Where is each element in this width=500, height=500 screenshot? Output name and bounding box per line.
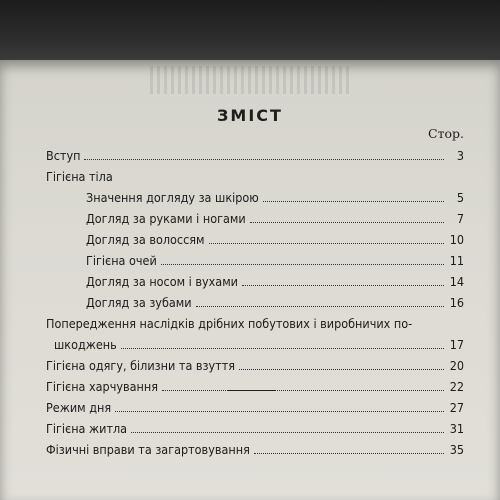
toc-entry-text: Догляд за волоссям <box>86 232 205 247</box>
toc-entry-text-continued: шкоджень <box>54 337 117 352</box>
toc-entry-text: Догляд за руками і ногами <box>86 211 246 226</box>
dot-leader <box>161 264 444 265</box>
dot-leader <box>121 348 444 349</box>
toc-entry-introduction <box>46 144 464 165</box>
toc-entry-housing-hygiene <box>46 417 464 438</box>
dot-leader <box>254 453 444 454</box>
dot-leader <box>250 222 444 223</box>
toc-entry-skin-care <box>46 186 464 207</box>
dot-leader <box>84 159 444 160</box>
dot-leader <box>239 369 444 370</box>
toc-entry-continuation <box>46 333 464 354</box>
dot-leader <box>263 201 444 202</box>
toc-entry-text: Фізичні вправи та загартовування <box>46 442 250 457</box>
toc-entry-daily-routine <box>46 396 464 417</box>
dot-leader <box>242 285 444 286</box>
toc-entry-body-hygiene <box>46 165 464 186</box>
dot-leader <box>115 411 444 412</box>
toc-entry-page: 11 <box>449 253 464 268</box>
toc-entry-text: Гігієна житла <box>46 421 128 436</box>
toc-entry-page: 10 <box>449 232 464 247</box>
toc-entry-injury-prevention <box>46 312 464 354</box>
toc-entry-hands-feet <box>46 207 464 228</box>
toc-entry-page: 16 <box>449 295 464 310</box>
toc-entry-text: Догляд за зубами <box>86 295 192 310</box>
toc-entry-page: 35 <box>449 442 464 457</box>
toc-entry-page: 27 <box>449 400 464 415</box>
toc-entry-text: Гігієна тіла <box>46 169 113 184</box>
toc-entry-text: Догляд за носом і вухами <box>86 274 238 289</box>
toc-entry-eye-hygiene <box>46 249 464 270</box>
table-of-contents <box>46 144 464 459</box>
toc-entry-exercise-hardening <box>46 438 464 459</box>
toc-entry-page: 5 <box>456 190 464 205</box>
toc-entry-clothing-hygiene <box>46 354 464 375</box>
toc-entry-text: Гігієна очей <box>86 253 157 268</box>
toc-entry-teeth-care <box>46 291 464 312</box>
page-column-label: Стор. <box>428 126 464 141</box>
toc-entry-text: Гігієна харчування <box>46 379 158 394</box>
toc-entry-nutrition-hygiene <box>46 375 464 396</box>
toc-entry-text: Попередження наслідків дрібних побутових і виробничих по- <box>46 316 413 331</box>
toc-entry-page: 31 <box>449 421 464 436</box>
toc-entry-hair-care <box>46 228 464 249</box>
toc-entry-nose-ears <box>46 270 464 291</box>
toc-entry-page: 7 <box>456 211 464 226</box>
toc-entry-page: 20 <box>449 358 464 373</box>
dot-leader <box>209 243 444 244</box>
book-page <box>0 60 500 500</box>
closing-rule <box>228 390 276 391</box>
toc-entry-text: Вступ <box>46 148 81 163</box>
toc-entry-text: Гігієна одягу, білизни та взуття <box>46 358 236 373</box>
toc-entry-page: 3 <box>456 148 464 163</box>
page-title: ЗМІСТ <box>217 106 283 125</box>
toc-entry-page: 22 <box>449 379 464 394</box>
dot-leader <box>162 390 444 391</box>
dot-leader <box>196 306 444 307</box>
dot-leader <box>131 432 444 433</box>
toc-entry-text: Значення догляду за шкірою <box>86 190 259 205</box>
show-through-print <box>150 66 350 94</box>
toc-entry-page: 14 <box>449 274 464 289</box>
toc-entry-page: 17 <box>449 337 464 352</box>
toc-entry-text: Режим дня <box>46 400 112 415</box>
